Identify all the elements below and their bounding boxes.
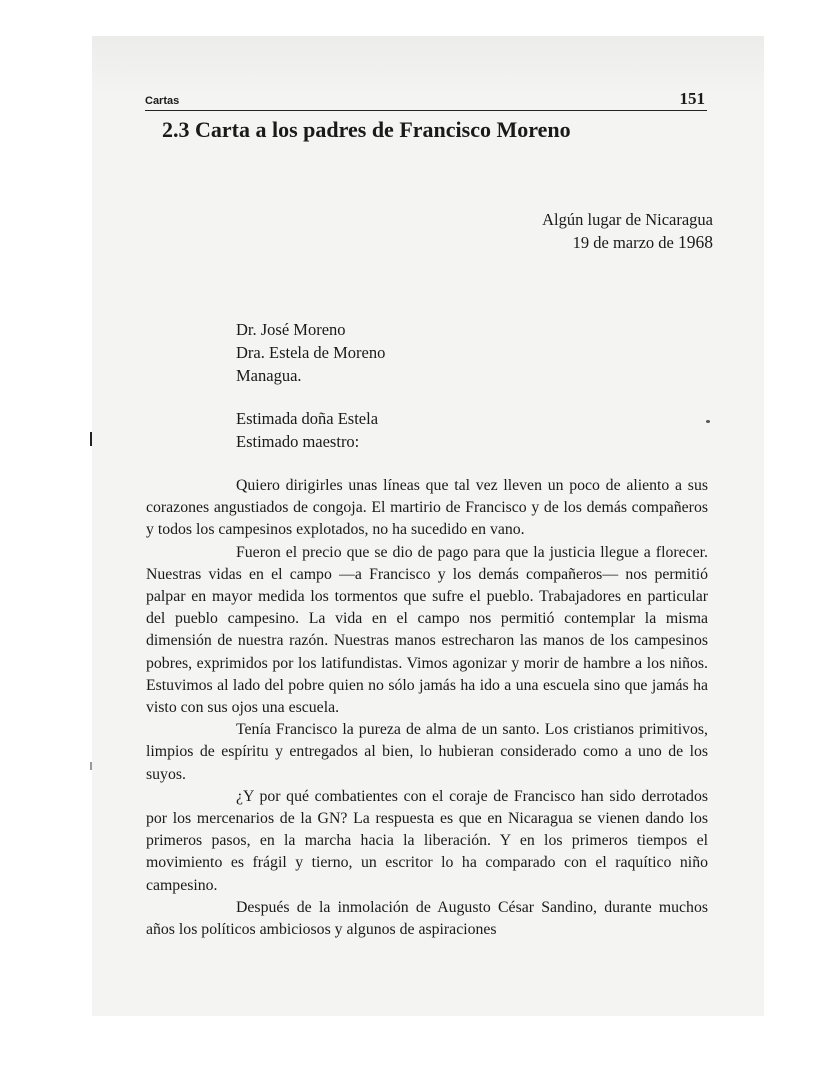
- letter-body: [146, 475, 708, 941]
- letter-title: 2.3 Carta a los padres de Francisco Moreno: [162, 117, 571, 142]
- page-number: 151: [679, 89, 705, 108]
- scan-top-shading: [92, 36, 764, 96]
- dateline: [542, 208, 713, 254]
- body-paragraph: Tenía Francisco la pureza de alma de un santo. Los cristianos primitivos, limpios de espíritu y entregados al bien, lo hubieran considerado como a uno de los suyos.: [146, 721, 708, 783]
- running-header: [145, 90, 707, 111]
- dateline-place: Algún lugar de Nicaragua: [542, 210, 713, 229]
- recipient-line: Dr. José Moreno: [236, 320, 346, 339]
- body-paragraph: ¿Y por qué combatientes con el coraje de Francisco han sido derrotados por los mercenarios de la GN? La respuesta es que en Nicaragua se vienen dando los primeros pasos, en la marcha hacia la liberación. Y en los primeros tiempos el movimiento es frágil y tierno, un escritor lo ha comparado con el raquítico niño campesino.: [146, 787, 708, 894]
- dateline-date: [542, 231, 713, 254]
- section-name: Cartas: [145, 95, 180, 107]
- body-paragraph: Quiero dirigirles unas líneas que tal vez lleven un poco de aliento a sus corazones angustiados de congoja. El martirio de Francisco y de los demás compañeros y todos los campesinos explotados, no ha sucedido en vano.: [146, 477, 708, 539]
- margin-mark: [90, 762, 92, 770]
- scan-speck: [706, 420, 710, 423]
- date-year: 1968: [678, 232, 713, 252]
- body-paragraph: Fueron el precio que se dio de pago para que la justicia llegue a florecer. Nuestras vidas en el campo —a Francisco y los demás compañeros— nos permitió palpar en mayor medida los tormentos que sufre el pueblo. Trabajadores en particular del pueblo campesino. La vida en el campo nos permitió contemplar la misma dimensión de nuestra razón. Nuestras manos estrecharon las manos de los campesinos pobres, exprimidos por los latifundistas. Vimos agonizar y morir de hambre a los niños. Estuvimos al lado del pobre quien no sólo jamás ha ido a una escuela sino que jamás ha visto con sus ojos una escuela.: [146, 543, 708, 717]
- salutation-line: Estimada doña Estela: [236, 409, 379, 428]
- salutation-line: Estimado maestro:: [236, 432, 360, 451]
- body-paragraph: Después de la inmolación de Augusto César Sandino, durante muchos años los políticos ambiciosos y algunos de aspiraciones: [146, 898, 708, 939]
- recipient-line: Dra. Estela de Moreno: [236, 343, 386, 362]
- recipient-city: Managua.: [236, 366, 302, 385]
- margin-mark: [90, 432, 92, 446]
- salutation: [236, 407, 378, 453]
- recipient-address: [236, 318, 385, 387]
- date-text: 19 de marzo de: [572, 233, 674, 252]
